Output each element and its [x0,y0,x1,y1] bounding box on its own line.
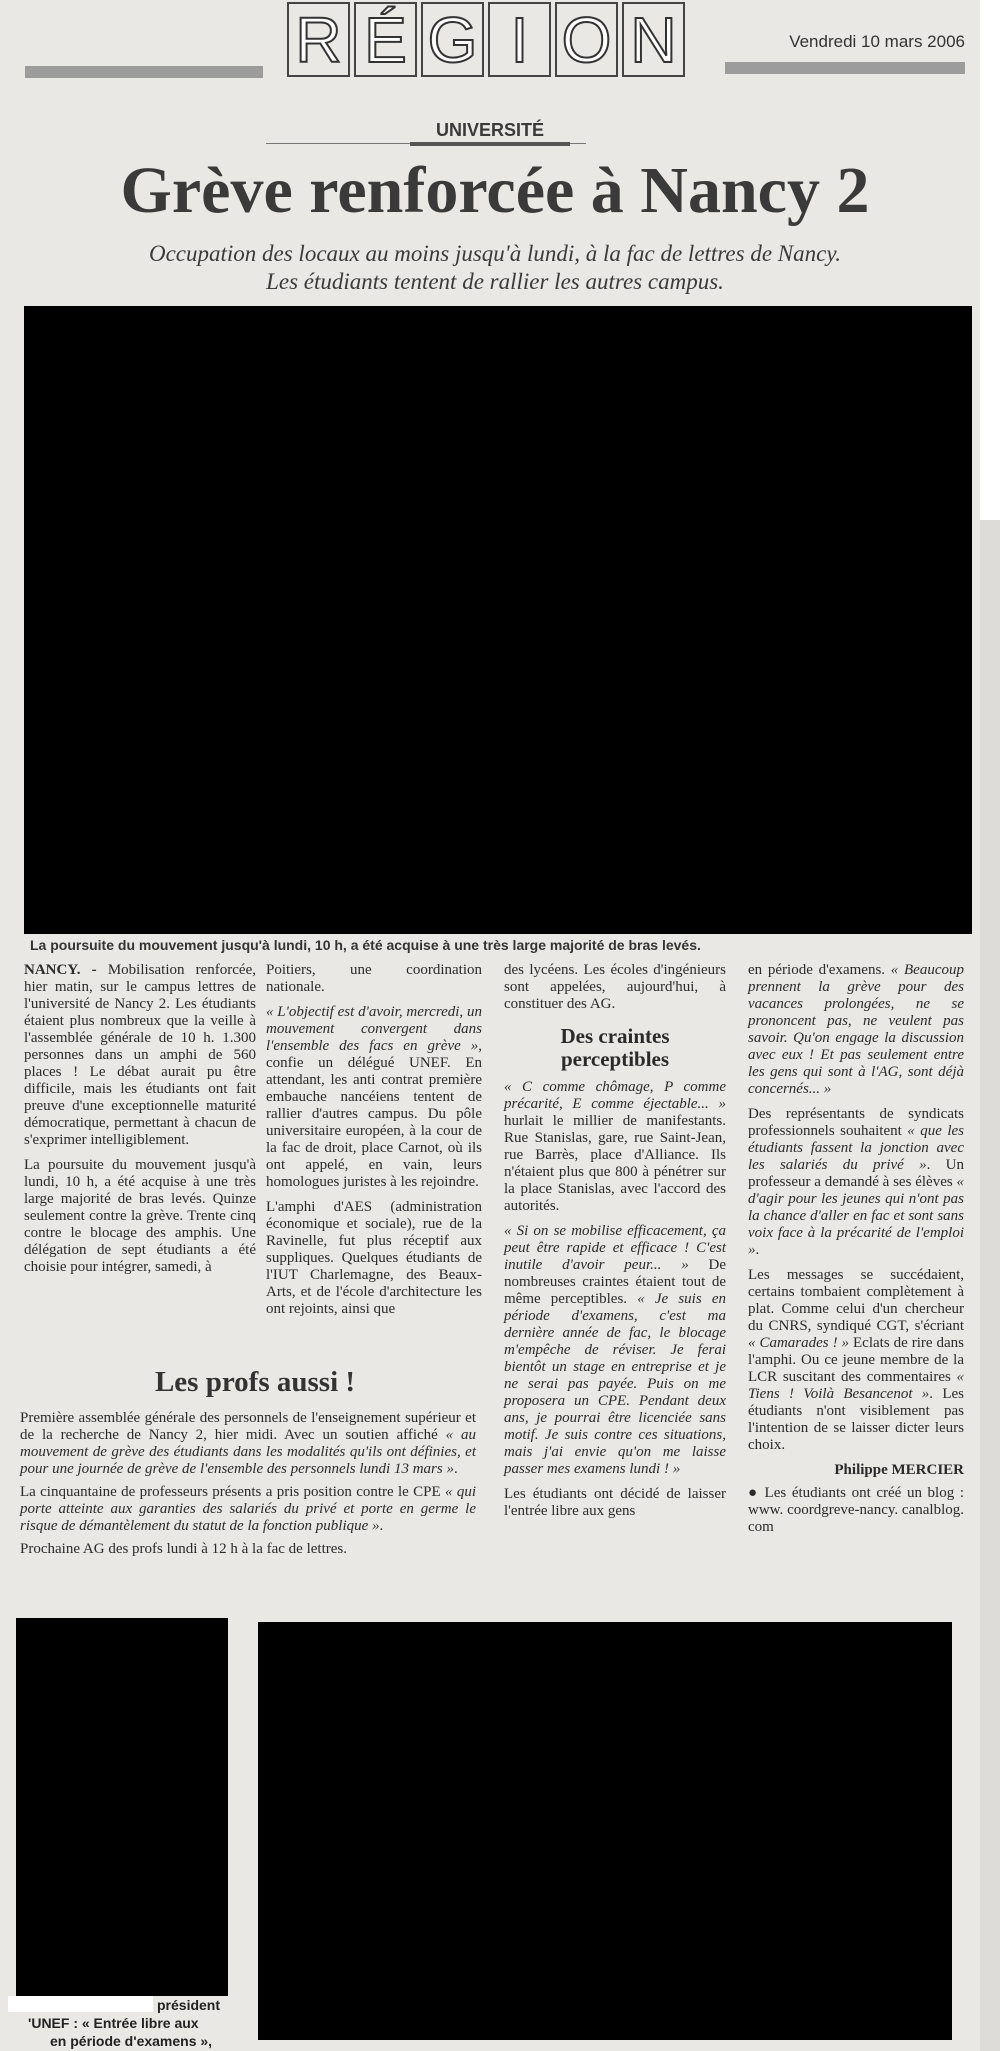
masthead-letter: G [421,2,484,77]
author-signature: Philippe MERCIER [834,1462,964,1478]
article-subhead [40,240,950,296]
sidebar-text-2b: . [379,1518,384,1534]
col1-paragraph-2: La poursuite du mouvement jusqu'à lundi, 10 h, a été acquise à une très large majorité de bras levés. Quinze seulement contre la grève. Trente cinq contre le blocage des amphis. Une délégation de sept étudiants a été choisie pour intégrer, samedi, à [24,1157,256,1275]
sidebar-paragraph-1 [20,1410,476,1478]
col4-paragraph-1 [748,962,964,1098]
masthead-letter: É [354,2,417,77]
sidebar-quote-1: « au mouvement de grève des étudiants dans les modalités qu'ils ont définies, et pour une journée de grève de l'ensemble des personnels lundi 13 mars » [20,1427,476,1477]
article-headline: Grève renforcée à Nancy 2 [120,154,870,227]
col4-quote-2: « que les étudiants fassent la jonction avec les salariés du privé » [748,1123,964,1173]
col3-quote-1: « C comme chômage, P comme précarité, E comme éjectable... » [504,1079,726,1112]
bottom-fragment-line-1: président [157,1997,221,2013]
col4-quote-3: « d'agir pour les jeunes qui n'ont pas la chance d'aller en fac et sont sans voix face à la précarité de l'emploi » [748,1174,964,1258]
masthead-letter: O [555,2,618,77]
col4-quote-1: « Beaucoup prennent la grève pour des vacances prolongées, ne se prononcent pas, ne veulent pas savoir. Qu'on engage la discussion avec eux ! Et pas seulement entre les gens qui sont à l'AG, sont déjà concernés... » [748,962,964,1097]
photo-caption: La poursuite du mouvement jusqu'à lundi, 10 h, a été acquise à une très large majorité de bras levés. [30,937,701,953]
col4-quote-4: « Camarades ! » [748,1335,850,1351]
col3-text-2: hurlait le millier de manifestants. Rue Stanislas, gare, rue Saint-Jean, rue Barrès, place d'Alliance. Ils n'étaient plus que 800 à pénétrer sur la place Stanislas, avec l'accord des autorités. [504,1113,726,1214]
blog-note-text: Les étudiants ont créé un blog : www. coordgreve-nancy. canalblog. com [748,1485,964,1535]
col4-text-3a: Les messages se succédaient, certains tombaient complètement à plat. Comme celui d'un chercheur du CNRS, syndiqué CGT, s'écriant [748,1267,964,1334]
col1-text-1: Mobilisation renforcée, hier matin, sur le campus lettres de l'université de Nancy 2. Les étudiants étaient plus nombreux que la veille à l'assemblée générale de 10 h. 1.300 personnes dans un amphi de 560 places ! Le débat aurait pu être difficile, mais les étudiants ont fait preuve d'une exceptionnelle maturité démocratique, permettant à chacun de s'exprimer intelligiblement. [24,962,256,1148]
bottom-fragment-line-3: en période d'examens », [50,2033,213,2049]
masthead-letter: R [287,2,350,77]
col3-text-3: De nombreuses craintes étaient tout de même perceptibles. [504,1257,726,1307]
col4-paragraph-2 [748,1106,964,1259]
article-column-3 [504,962,726,1528]
col3-paragraph-3 [504,1223,726,1478]
blog-note [748,1485,964,1536]
col4-text-3b: Eclats de rire dans l'amphi. Ou ce jeune membre de la LCR suscitant des commentaires [748,1335,964,1385]
main-photo-redacted [24,306,972,934]
col2-paragraph-2 [266,1004,482,1191]
sidebar-paragraph-3: Prochaine AG des profs lundi à 12 h à la fac de lettres. [20,1541,347,1557]
col2-paragraph-1: Poitiers, une coordination nationale. [266,962,482,995]
masthead-rule-right [725,62,965,74]
bottom-fragment-line-2: 'UNEF : « Entrée libre aux [28,2015,199,2031]
article-column-4 [748,962,964,1544]
col2-paragraph-3: L'amphi d'AES (administration économique et sociale), rue de la Ravinelle, fut plus réceptif aux suppliques. Quelques étudiants de l'IUT Charlemagne, des Beaux-Arts, et de l'école d'architecture les ont rejoints, ainsi que [266,1199,482,1317]
masthead-rule-left [25,66,263,78]
subhead-line-1: Occupation des locaux au moins jusqu'à lundi, à la fac de lettres de Nancy. [148,241,842,266]
dateline: NANCY. - [24,962,97,978]
col4-paragraph-3 [748,1267,964,1454]
bullet-icon: ● [748,1485,759,1501]
issue-date: Vendredi 10 mars 2006 [789,32,965,51]
col4-text-2b: . Un professeur a demandé à ses élèves [748,1157,964,1190]
col1-paragraph-1 [24,962,256,1149]
col4-text-3c: . Les étudiants n'ont visiblement pas l'intention de se laisser dicter leurs choix. [748,1386,964,1453]
article-kicker: UNIVERSITÉ [410,120,570,146]
col3-paragraph-2 [504,1079,726,1215]
redaction-strip [8,1996,153,2012]
sidebar-text-1a: Première assemblée générale des personnels de l'enseignement supérieur et de la recherche de Nancy 2, hier midi. Avec un soutien affiché [20,1410,476,1443]
col4-quote-5: « Tiens ! Voilà Besancenot » [748,1369,964,1402]
section-masthead [287,2,685,77]
article-column-1 [24,962,256,1284]
sidebar-paragraph-2 [20,1484,476,1535]
masthead-letter: N [622,2,685,77]
sidebar-text-1b: . [453,1461,458,1477]
col3-quote-3: « Je suis en période d'examens, c'est ma dernière année de fac, le blocage m'empêche de réviser. Je ferai bientôt un stage en entreprise et je ne serai pas payée. Puis on me proposera un CPE. Pendant deux ans, je pourrai être licenciée sans motif. Je suis contre ces situations, mais j'ai envie qu'on me laisse passer mes examens lundi ! » [504,1291,726,1477]
col3-subheading: Des craintes perceptibles [560,1024,670,1071]
bottom-left-photo-redacted [16,1618,228,1996]
subhead-line-2: Les étudiants tentent de rallier les autres campus. [266,269,724,294]
col4-text-1: en période d'examens. [748,962,891,978]
sidebar-quote-2: « qui porte atteinte aux garanties des salariés du privé et porte en germe le risque de démantèlement du statut de la fonction publique » [20,1484,476,1534]
article-column-2 [266,962,482,1326]
col3-quote-2: « Si on se mobilise efficacement, ça peut être rapide et efficace ! C'est inutile d'avoir peur... » [504,1223,726,1273]
col4-text-2a: Des représentants de syndicats professionnels souhaitent [748,1106,964,1139]
bottom-right-photo-redacted [258,1622,952,2040]
sidebar-title: Les profs aussi ! [154,1366,356,1398]
sidebar-body [20,1410,476,1564]
col3-paragraph-1: des lycéens. Les écoles d'ingénieurs sont appelées, aujourd'hui, à constituer des AG. [504,962,726,1012]
col2-text-2: , confie un délégué UNEF. En attendant, les anti contrat première embauche nancéiens tentent de rallier d'autres campus. Du pôle universitaire européen, à la cour de la fac de droit, place Carnot, où ils ont appelé, en vain, leurs homologues juristes à les rejoindre. [266,1038,482,1190]
masthead-letter: I [488,2,551,77]
col4-text-2c: . [755,1242,760,1258]
col3-paragraph-4: Les étudiants ont décidé de laisser l'entrée libre aux gens [504,1486,726,1519]
page-edge [980,520,1000,2051]
sidebar-text-2a: La cinquantaine de professeurs présents a pris position contre le CPE [20,1484,445,1500]
col2-quote: « L'objectif est d'avoir, mercredi, un mouvement convergent dans l'ensemble des facs en grève » [266,1004,482,1054]
